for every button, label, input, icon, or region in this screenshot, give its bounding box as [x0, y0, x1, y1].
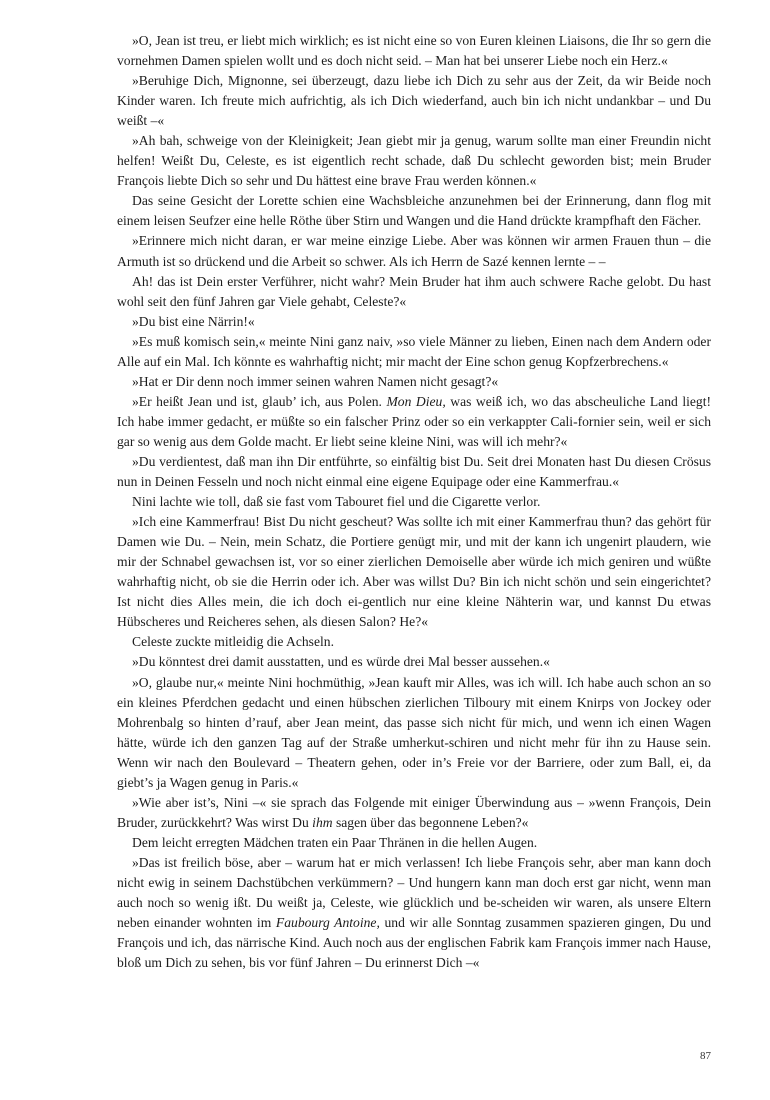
paragraph	[117, 231, 711, 271]
paragraph	[117, 191, 711, 231]
text-run: »Beruhige Dich, Mignonne, sei überzeugt, dazu liebe ich Dich zu sehr aus der Zeit, da wir Beide noch Kinder waren. Ich freute mich aufrichtig, als ich Dich wiederfand, auch bin ich nicht undankbar – und Du weißt –«	[117, 73, 711, 129]
text-run: »Ah bah, schweige von der Kleinigkeit; Jean giebt mir ja genug, warum sollte man einer Freundin nicht helfen! Weißt Du, Celeste, es ist eigentlich recht schade, daß Du schlecht geworden bist; mein Bruder François liebte Dich so sehr und Du hättest eine brave Frau werden können.«	[117, 133, 711, 189]
paragraph	[117, 272, 711, 312]
text-run: Nini lachte wie toll, daß sie fast vom Tabouret fiel und die Cigarette verlor.	[132, 494, 541, 510]
paragraph	[117, 452, 711, 492]
text-run: was weiß ich, wo das abscheuliche Land liegt! Ich habe immer gedacht, er müßte so ein falscher Prinz oder so ein verkappter Cali-fornier sein, weil er sich gar so wenig aus dem Golde macht. Er liebt seine kleine Nini, was will ich mehr?«	[117, 393, 712, 449]
text-run: Dem leicht erregten Mädchen traten ein Paar Thränen in die hellen Augen.	[132, 834, 538, 850]
text-run: Ah! das ist Dein erster Verführer, nicht wahr? Mein Bruder hat ihm auch schwere Rache gelobt. Du hast wohl seit den fünf Jahren gar Viele gehabt, Celeste?«	[117, 273, 711, 309]
paragraph	[117, 673, 711, 793]
page-number: 87	[700, 1050, 711, 1062]
text-run: »Hat er Dir denn noch immer seinen wahren Namen nicht gesagt?«	[132, 373, 499, 389]
paragraph	[117, 312, 711, 332]
paragraph	[117, 332, 711, 372]
text-run: »Wie aber ist’s, Nini –« sie sprach das Folgende mit einiger Überwindung aus – »wenn François, Dein Bruder, zurückkehrt? Was wirst Du	[117, 794, 711, 830]
text-run: »O, Jean ist treu, er liebt mich wirklich; es ist nicht eine so von Euren kleinen Liaisons, die Ihr so gern die vornehmen Damen spielen wollt und es doch nicht seid. – Man hat bei unserer Liebe noch ein Herz.«	[117, 33, 711, 69]
text-run: »Du könntest drei damit ausstatten, und es würde drei Mal besser aussehen.«	[132, 654, 550, 670]
text-run: »Er heißt Jean und ist, glaub’ ich, aus Polen.	[132, 393, 387, 409]
italic-text: Faubourg Antoine,	[275, 915, 380, 931]
italic-text: Mon Dieu,	[386, 393, 446, 409]
paragraph	[117, 833, 711, 853]
paragraph	[117, 512, 711, 632]
text-run: »Ich eine Kammerfrau! Bist Du nicht gescheut? Was sollte ich mit einer Kammerfrau thun? das gehört für Damen wie Du. – Nein, mein Schatz, die Portiere genügt mir, und mit der kann ich ungenirt plaudern, wie mir der Schnabel gewachsen ist, vor so einer zierlichen Demoiselle aber würde ich mich geniren und wüßte wahrhaftig nicht, ob sie die Herrin oder ich. Aber was willst Du? Bin ich nicht schön und sein eingerichtet? Ist nicht dies Alles mein, die ich doch ei-gentlich nur eine kleine Nähterin war, und kannst Du etwas Hübscheres und Reicheres sehen, als diesen Salon? He?«	[117, 514, 711, 630]
paragraph	[117, 652, 711, 672]
paragraph	[117, 793, 711, 833]
text-run: »Erinnere mich nicht daran, er war meine einzige Liebe. Aber was können wir armen Frauen thun – die Armuth ist so drückend und die Arbeit so schwer. Als ich Herrn de Sazé kennen lernte – –	[117, 233, 711, 269]
paragraph	[117, 131, 711, 191]
text-run: »Es muß komisch sein,« meinte Nini ganz naiv, »so viele Männer zu lieben, Einen nach dem Andern oder Alle auf ein Mal. Ich könnte es wahrhaftig nicht; mir macht der Eine schon genug Kopfzerbrechens.«	[117, 333, 711, 369]
text-run: Celeste zuckte mitleidig die Achseln.	[132, 634, 334, 650]
paragraph	[117, 372, 711, 392]
paragraph	[117, 632, 711, 652]
paragraph	[117, 392, 711, 452]
text-run: sagen über das begonnene Leben?«	[332, 814, 529, 830]
paragraph	[117, 71, 711, 131]
paragraph	[117, 31, 711, 71]
page-body	[117, 31, 711, 973]
text-run: »O, glaube nur,« meinte Nini hochmüthig, »Jean kauft mir Alles, was ich will. Ich habe auch schon an so ein kleines Pferdchen gedacht und einen hübschen zierlichen Tilboury mit einem Knirps von Jockey oder Mohrenbalg so hinten d’rauf, aber Jean meint, das passe sich nicht für mich, und wenn ich einen Wagen hätte, würde ich den ganzen Tag auf der Straße umherkut-schiren und nicht mehr für ihn zu Hause sein. Wenn wir nach den Boulevard – Theatern gehen, oder in’s Freie vor der Barriere, oder zum Ball, ei, da giebt’s ja Wagen genug in Paris.«	[117, 674, 711, 790]
paragraph	[117, 492, 711, 512]
text-run: »Du bist eine Närrin!«	[132, 313, 255, 329]
text-run: Das seine Gesicht der Lorette schien eine Wachsbleiche anzunehmen bei der Erinnerung, dann flog mit einem leisen Seufzer eine helle Röthe über Stirn und Wangen und die Hand drückte krampfhaft den Fächer.	[117, 193, 711, 229]
text-run: »Das ist freilich böse, aber – warum hat er mich verlassen! Ich liebe François sehr, aber man kann doch nicht ewig in seinem Dachstübchen verkümmern? – Und hungern kann man doch erst gar nicht, wenn man auch noch so wenig ißt. Du weißt ja, Celeste, wie glücklich und be-scheiden wir waren, als unsere Eltern neben einander wohnten im	[117, 854, 711, 931]
text-run: »Du verdientest, daß man ihn Dir entführte, so einfältig bist Du. Seit drei Monaten hast Du diesen Crösus nun in Deinen Fesseln und noch nicht einmal eine eigene Equipage oder eine Kammerfrau.«	[117, 453, 711, 490]
paragraph	[117, 853, 711, 973]
italic-text: ihm	[312, 814, 333, 830]
text-run: und wir alle Sonntag zusammen spazieren gingen, Du und François und ich, das närrische Kind. Auch noch aus der englischen Fabrik kam François immer nach Hause, bloß um Dich zu sehen, bis vor fünf Jahren – Du erinnerst Dich –«	[117, 915, 712, 971]
